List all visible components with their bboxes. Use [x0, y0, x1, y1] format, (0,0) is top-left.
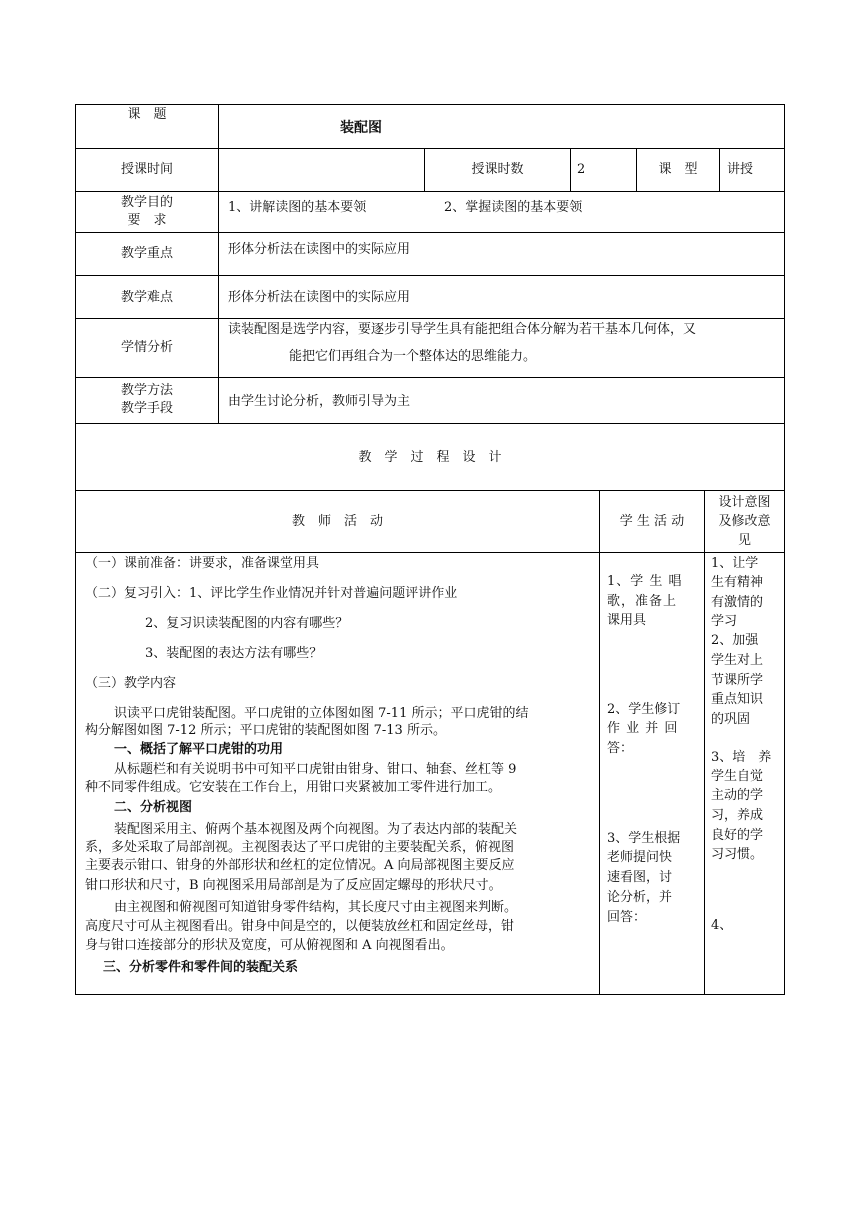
- design-column-header-1: 设计意图: [718, 495, 771, 510]
- topic-label: 课 题: [127, 107, 167, 122]
- teacher-line: 高度尺寸可从主视图看出。钳身中间是空的，以便装放丝杠和固定丝母，钳: [85, 919, 515, 934]
- hours-value: 2: [577, 162, 586, 177]
- student-line: 作 业 并 回: [607, 721, 679, 736]
- design-line: 学生对上: [711, 653, 764, 668]
- teacher-line: 2、复习识读装配图的内容有哪些？: [145, 616, 349, 631]
- teacher-line: 系，多处采取了局部剖视。主视图表达了平口虎钳的主要装配关系，俯视图: [85, 840, 515, 855]
- goal-item-1: 1、讲解读图的基本要领: [228, 200, 367, 215]
- student-line: 课用具: [607, 613, 647, 628]
- student-line: 老师提问快: [607, 850, 673, 865]
- section-heading-3: 三、分析零件和零件间的装配关系: [103, 960, 299, 975]
- topic-value: 装配图: [340, 120, 382, 136]
- design-line: 3、培 养: [711, 750, 772, 765]
- design-line: 习，养成: [711, 808, 764, 823]
- method-label-1: 教学方法: [120, 383, 173, 398]
- design-line: 学生自觉: [711, 769, 764, 784]
- type-value: 讲授: [727, 162, 754, 177]
- difficulty-value: 形体分析法在读图中的实际应用: [228, 290, 411, 305]
- section-heading-2: 二、分析视图: [114, 800, 193, 815]
- key-value: 形体分析法在读图中的实际应用: [228, 242, 411, 257]
- teacher-line: 钳口形状和尺寸，B 向视图采用局部剖是为了反应固定螺母的形状尺寸。: [85, 878, 502, 893]
- type-label: 课 型: [658, 162, 698, 177]
- student-line: 论分析，并: [607, 890, 673, 905]
- design-column-header-3: 见: [737, 533, 751, 548]
- teacher-line: 装配图采用主、俯两个基本视图及两个向视图。为了表达内部的装配关: [114, 822, 518, 837]
- difficulty-label: 教学难点: [120, 290, 173, 305]
- design-line: 重点知识: [711, 692, 764, 707]
- student-line: 歌，准备上: [607, 594, 678, 609]
- design-line: 有激情的: [711, 595, 764, 610]
- student-line: 答：: [607, 741, 634, 756]
- teacher-line: 3、装配图的表达方法有哪些？: [145, 646, 323, 661]
- design-line: 主动的学: [711, 788, 764, 803]
- teacher-line: 主要表示钳口、钳身的外部形状和丝杠的定位情况。A 向局部视图主要反应: [85, 858, 515, 873]
- teacher-line: （二）复习引入：1、评比学生作业情况并针对普遍问题评讲作业: [85, 586, 458, 601]
- student-line: 速看图，讨: [607, 870, 673, 885]
- teacher-line: （一）课前准备：讲要求，准备课堂用具: [85, 556, 320, 571]
- student-line: 2、学生修订: [607, 702, 681, 717]
- student-line: 3、学生根据: [607, 831, 681, 846]
- analysis-line-2: 能把它们再组合为一个整体达的思维能力。: [289, 349, 537, 364]
- goal-item-2: 2、掌握读图的基本要领: [444, 200, 583, 215]
- design-line: 节课所学: [711, 673, 764, 688]
- analysis-label: 学情分析: [120, 340, 173, 355]
- method-value: 由学生讨论分析，教师引导为主: [228, 394, 411, 409]
- teacher-line: （三）教学内容: [85, 676, 177, 691]
- teacher-line: 从标题栏和有关说明书中可知平口虎钳由钳身、钳口、轴套、丝杠等 9: [114, 762, 517, 777]
- time-label: 授课时间: [120, 162, 173, 177]
- design-line: 良好的学: [711, 828, 764, 843]
- design-line: 习习惯。: [711, 847, 764, 862]
- design-line: 2、加强: [711, 633, 759, 648]
- teacher-line: 构分解图如图 7-12 所示；平口虎钳的装配图如图 7-13 所示。: [85, 723, 446, 738]
- student-line: 1、学 生 唱: [607, 574, 683, 589]
- goal-label-2: 要 求: [127, 213, 167, 228]
- student-line: 回答：: [607, 910, 647, 925]
- design-line: 1、让学: [711, 556, 759, 571]
- process-title: 教 学 过 程 设 计: [358, 450, 502, 465]
- goal-label-1: 教学目的: [120, 195, 173, 210]
- teacher-column-header: 教 师 活 动: [291, 514, 383, 529]
- design-column-header-2: 及修改意: [718, 514, 771, 529]
- section-heading-1: 一、概括了解平口虎钳的功用: [114, 742, 284, 757]
- teacher-line: 身与钳口连接部分的形状及宽度，可从俯视图和 A 向视图看出。: [85, 938, 454, 953]
- teacher-line: 识读平口虎钳装配图。平口虎钳的立体图如图 7-11 所示；平口虎钳的结: [114, 706, 529, 721]
- hours-label: 授课时数: [471, 162, 524, 177]
- method-label-2: 教学手段: [120, 401, 173, 416]
- key-label: 教学重点: [120, 246, 173, 261]
- student-column-header: 学 生 活 动: [619, 514, 685, 529]
- design-line: 学习: [711, 614, 738, 629]
- design-line: 4、: [711, 918, 733, 933]
- teacher-line: 由主视图和俯视图可知道钳身零件结构，其长度尺寸由主视图来判断。: [114, 900, 518, 915]
- analysis-line-1: 读装配图是选学内容，要逐步引导学生具有能把组合体分解为若干基本几何体，又: [228, 322, 697, 337]
- design-line: 的巩固: [711, 712, 751, 727]
- teacher-line: 种不同零件组成。它安装在工作台上，用钳口夹紧被加工零件进行加工。: [85, 780, 502, 795]
- design-line: 生有精神: [711, 575, 764, 590]
